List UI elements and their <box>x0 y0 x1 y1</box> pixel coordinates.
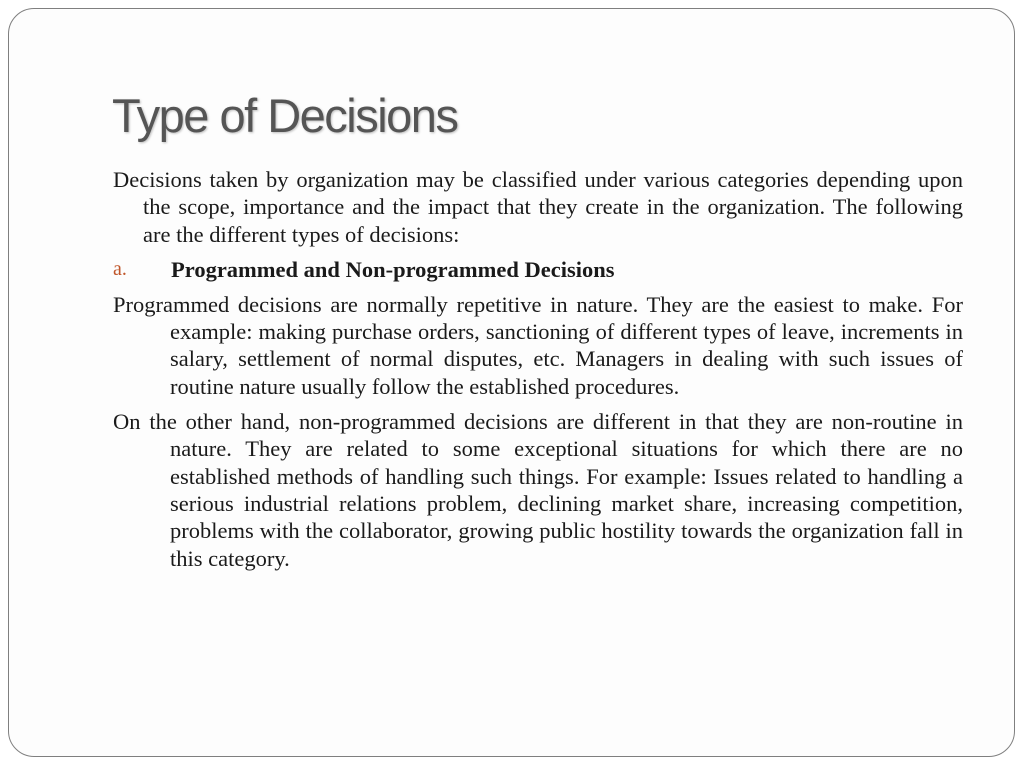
intro-paragraph: Decisions taken by organization may be classified under various categories depending upon the scope, importance and the impact that they create in the organization. The following are the different types of decisions: <box>113 167 963 247</box>
list-marker: a. <box>113 257 127 280</box>
list-heading: Programmed and Non-programmed Decisions <box>171 256 615 282</box>
slide-title: Type of Decisions <box>112 89 458 142</box>
list-item <box>113 256 963 283</box>
non-programmed-paragraph: On the other hand, non-programmed decisions are different in that they are non-routine in nature. They are related to some exceptional situations for which there are no established methods of handling such things. For example: Issues related to handling a serious industrial relations problem, declining market share, increasing competition, problems with the collaborator, growing public hostility towards the organization fall in this category. <box>113 409 963 571</box>
programmed-paragraph: Programmed decisions are normally repetitive in nature. They are the easiest to make. For example: making purchase orders, sanctioning of different types of leave, increments in salary, settlement of normal disputes, etc. Managers in dealing with such issues of routine nature usually follow the established procedures. <box>113 291 963 399</box>
slide-body <box>113 166 963 580</box>
